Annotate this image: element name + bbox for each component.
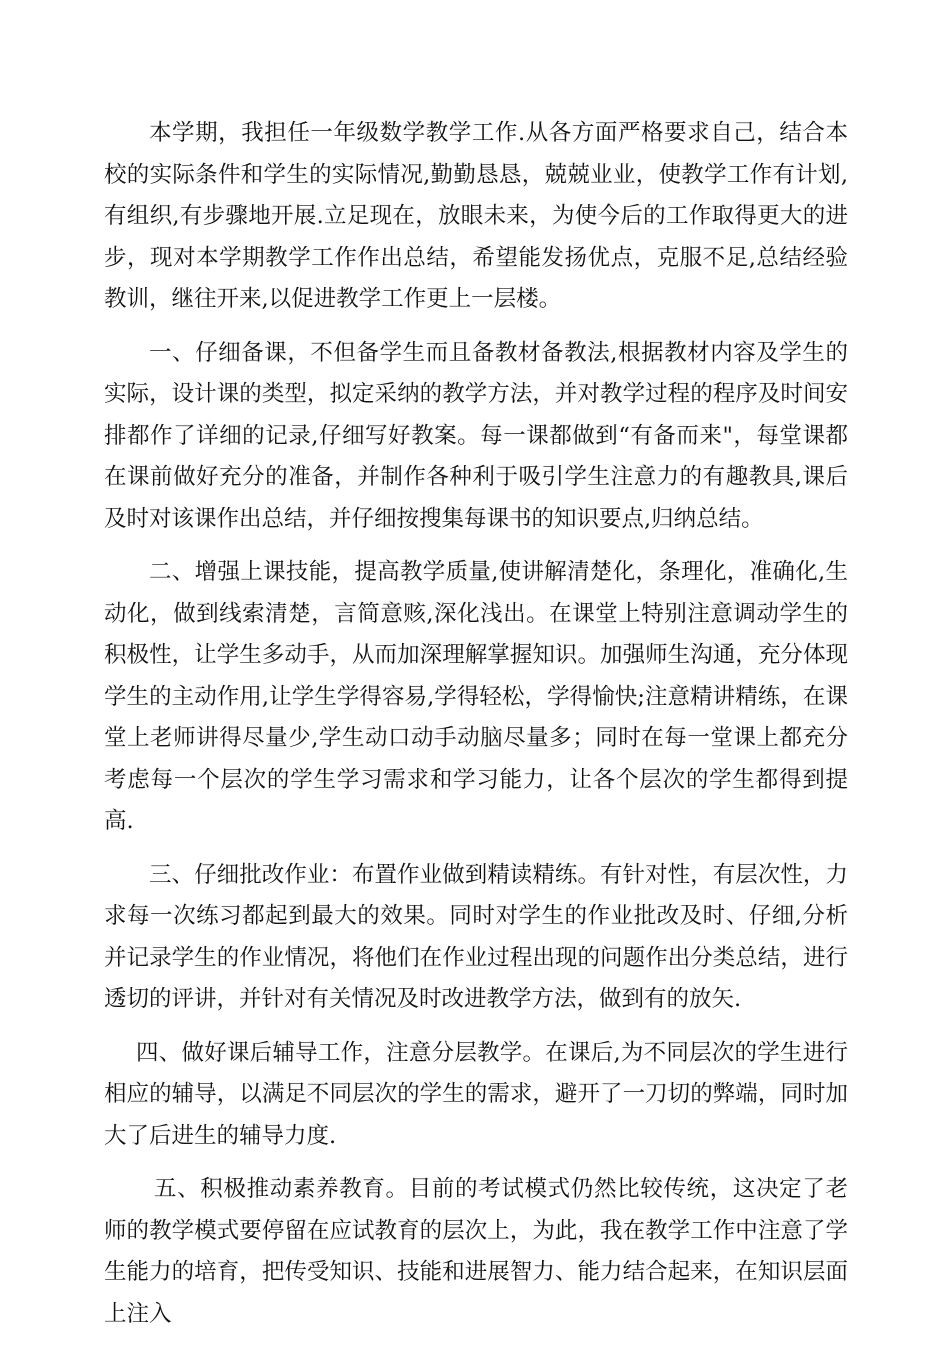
paragraph-intro: 本学期，我担任一年级数学教学工作.从各方面严格要求自己，结合本校的实际条件和学生的实际情况,勤勤恳恳，兢兢业业，使教学工作有计划,有组织,有步骤地开展.立足现在，放眼未来，为使今后的工作取得更大的进步，现对本学期教学工作作出总结，希望能发扬优点，克服不足,总结经验教训，继往开来,以促进教学工作更上一层楼。 [104, 120, 848, 312]
paragraph-section-2: 二、增强上课技能，提高教学质量,使讲解清楚化，条理化，准确化,生动化，做到线索清楚，言简意赅,深化浅出。在课堂上特别注意调动学生的积极性，让学生多动手，从而加深理解掌握知识。加强师生沟通，充分体现学生的主动作用,让学生学得容易,学得轻松，学得愉快;注意精讲精练，在课堂上老师讲得尽量少,学生动口动手动脑尽量多；同时在每一堂课上都充分考虑每一个层次的学生学习需求和学习能力，让各个层次的学生都得到提高. [104, 559, 848, 834]
document-body [104, 113, 848, 1347]
paragraph-section-5: 五、积极推动素养教育。目前的考试模式仍然比较传统，这决定了老师的教学模式要停留在应试教育的层次上，为此，我在教学工作中注意了学生能力的培育，把传受知识、技能和进展智力、能力结合起来，在知识层面上注入 [104, 1176, 848, 1327]
paragraph-section-3: 三、仔细批改作业：布置作业做到精读精练。有针对性，有层次性，力求每一次练习都起到最大的效果。同时对学生的作业批改及时、仔细,分析并记录学生的作业情况，将他们在作业过程出现的问题作出分类总结，进行透切的评讲，并针对有关情况及时改进教学方法，做到有的放矢. [104, 861, 848, 1012]
paragraph-section-1: 一、仔细备课，不但备学生而且备教材备教法,根据教材内容及学生的实际，设计课的类型，拟定采纳的教学方法，并对教学过程的程序及时间安排都作了详细的记录,仔细写好教案。每一课都做到“有备而来"，每堂课都在课前做好充分的准备，并制作各种利于吸引学生注意力的有趣教具,课后及时对该课作出总结，并仔细按搜集每课书的知识要点,归纳总结。 [104, 339, 848, 532]
paragraph-section-4: 四、做好课后辅导工作，注意分层教学。在课后,为不同层次的学生进行相应的辅导，以满足不同层次的学生的需求，避开了一刀切的弊端，同时加大了后进生的辅导力度. [104, 1039, 848, 1149]
